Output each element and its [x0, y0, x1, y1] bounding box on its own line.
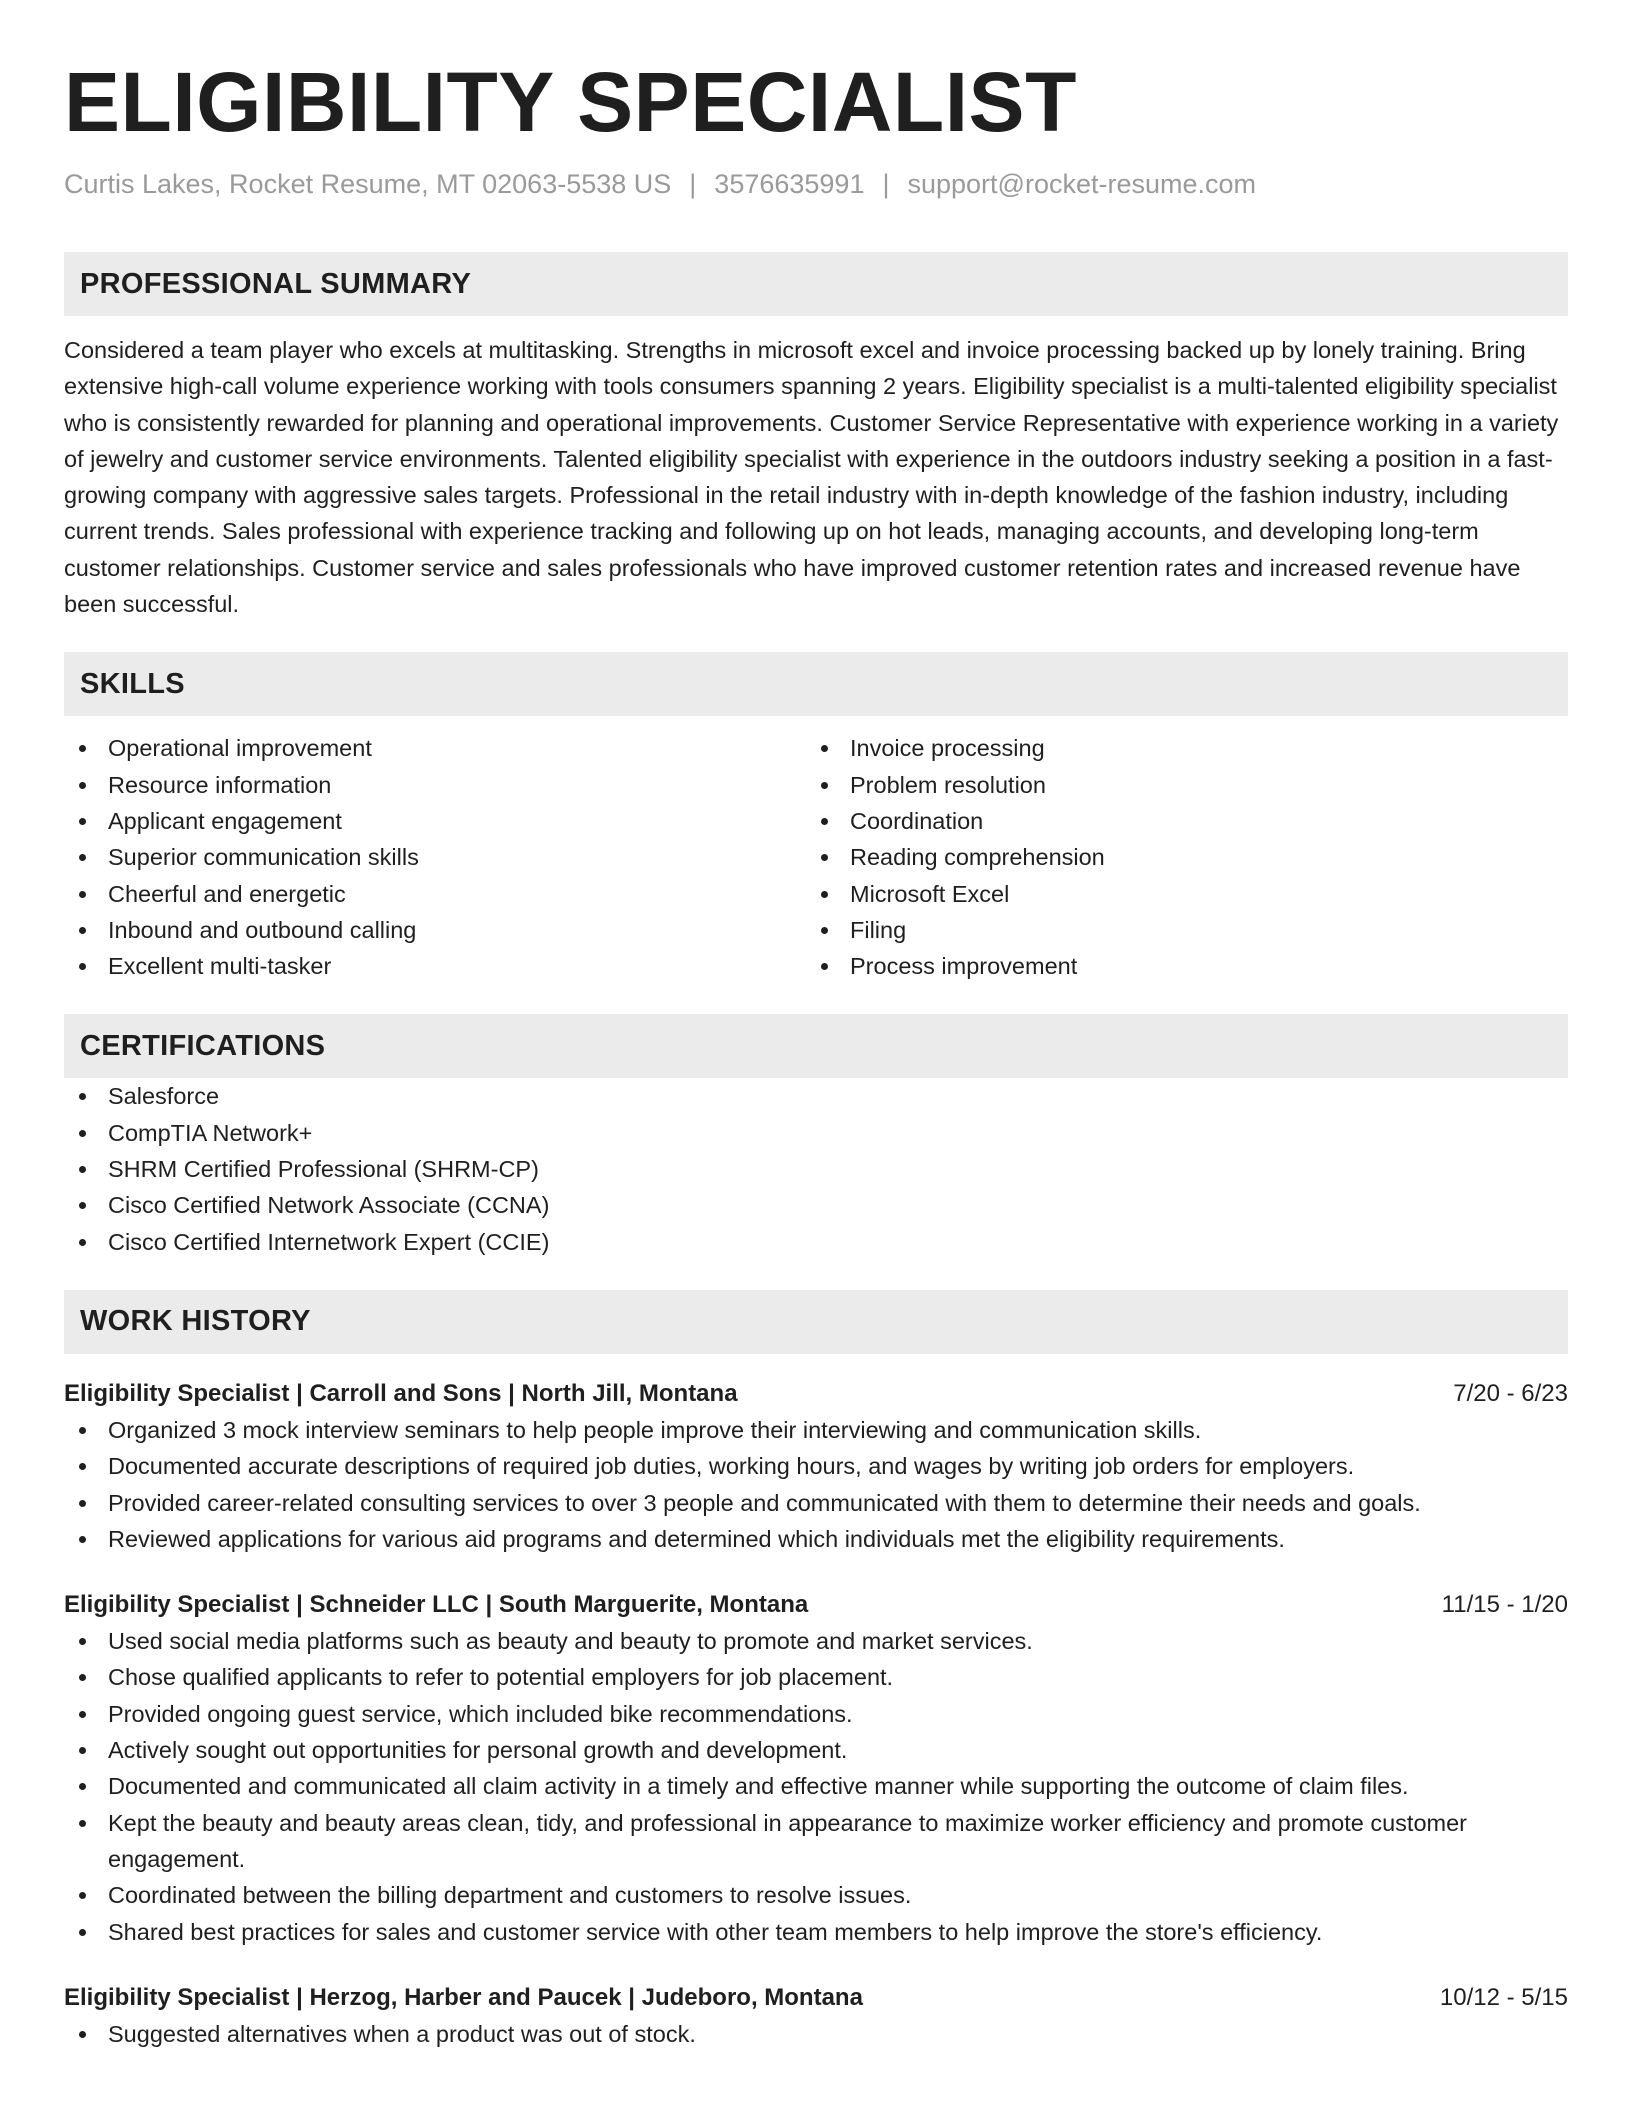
job-bullet-text: Suggested alternatives when a product was out of stock. — [108, 2020, 696, 2047]
job-bullet-text: Organized 3 mock interview seminars to help people improve their interviewing and communication skills. — [108, 1416, 1202, 1443]
skill-item — [806, 912, 1548, 948]
bullet-dot-icon — [79, 1130, 86, 1137]
job-title: Eligibility Specialist | Schneider LLC | South Marguerite, Montana — [64, 1591, 809, 1619]
certification-item — [64, 1115, 1568, 1151]
skill-text: Problem resolution — [850, 771, 1046, 798]
job-header — [64, 1980, 1568, 2016]
skill-text: Process improvement — [850, 953, 1078, 980]
certification-item — [64, 1224, 1568, 1260]
skill-item — [806, 876, 1548, 912]
job-entry — [64, 1980, 1568, 2052]
contact-address: Curtis Lakes, Rocket Resume, MT 02063-5538 US — [64, 169, 672, 199]
certification-item — [64, 1078, 1568, 1114]
contact-line — [64, 166, 1568, 202]
bullet-dot-icon — [79, 1500, 86, 1507]
candidate-title: ELIGIBILITY SPECIALIST — [64, 55, 1077, 149]
work-history-section-header — [64, 1290, 1568, 1354]
skill-item — [64, 912, 806, 948]
summary-section-title: PROFESSIONAL SUMMARY — [80, 267, 472, 300]
job-bullet-text: Used social media platforms such as beauty and beauty to promote and market services. — [108, 1628, 1033, 1655]
certification-text: Salesforce — [108, 1083, 220, 1110]
summary-text: Considered a team player who excels at multitasking. Strengths in microsoft excel and invoice processing backed up by lonely training. Bring extensive high-call volume experience working with tools consumers spanning 2 years. Eligibility specialist is a multi-talented eligibility specialist who is consistently rewarded for planning and operational improvements. Customer Service Representative with experience working in a variety of jewelry and customer service environments. Talented eligibility specialist with experience in the outdoors industry seeking a position in a fast-growing company with aggressive sales targets. Professional in the retail industry with in-depth knowledge of the fashion industry, including current trends. Sales professional with experience tracking and following up on hot leads, managing accounts, and developing long-term customer relationships. Customer service and sales professionals who have improved customer retention rates and increased revenue have been successful. — [64, 337, 1559, 618]
skill-item — [806, 948, 1548, 984]
skills-list-right — [806, 730, 1548, 984]
summary-section-header — [64, 252, 1568, 316]
job-bullet — [64, 1914, 1568, 1950]
skill-item — [64, 876, 806, 912]
skill-text: Invoice processing — [850, 735, 1045, 762]
bullet-dot-icon — [79, 818, 86, 825]
bullet-dot-icon — [79, 1536, 86, 1543]
skill-item — [806, 803, 1548, 839]
skill-item — [64, 730, 806, 766]
skill-item — [806, 839, 1548, 875]
skill-text: Microsoft Excel — [850, 880, 1010, 907]
job-bullet — [64, 1485, 1568, 1521]
job-bullet-text: Provided ongoing guest service, which included bike recommendations. — [108, 1700, 853, 1727]
bullet-dot-icon — [79, 1202, 86, 1209]
job-bullet — [64, 1448, 1568, 1484]
bullet-dot-icon — [821, 891, 828, 898]
job-bullet-list — [64, 1412, 1568, 1557]
skill-text: Applicant engagement — [108, 807, 342, 834]
job-entry — [64, 1376, 1568, 1557]
skill-text: Superior communication skills — [108, 844, 419, 871]
job-dates: 10/12 - 5/15 — [1439, 1983, 1568, 2011]
bullet-dot-icon — [79, 1892, 86, 1899]
job-bullet — [64, 1768, 1568, 1804]
skill-text: Excellent multi-tasker — [108, 953, 332, 980]
skill-text: Filing — [850, 916, 907, 943]
bullet-dot-icon — [79, 1638, 86, 1645]
bullet-dot-icon — [79, 1093, 86, 1100]
job-bullet-text: Kept the beauty and beauty areas clean, tidy, and professional in appearance to maximize worker efficiency and promote customer engagement. — [108, 1809, 1467, 1872]
skills-grid — [64, 730, 1568, 984]
skill-text: Coordination — [850, 807, 984, 834]
job-dates: 7/20 - 6/23 — [1453, 1379, 1568, 1407]
job-title: Eligibility Specialist | Herzog, Harber and Paucek | Judeboro, Montana — [64, 1983, 863, 2011]
skills-section-title: SKILLS — [80, 667, 185, 700]
bullet-dot-icon — [821, 745, 828, 752]
skill-item — [806, 730, 1548, 766]
certification-text: Cisco Certified Network Associate (CCNA) — [108, 1192, 550, 1219]
skills-list-left — [64, 730, 806, 984]
bullet-dot-icon — [821, 854, 828, 861]
skill-item — [64, 948, 806, 984]
job-bullet-text: Chose qualified applicants to refer to potential employers for job placement. — [108, 1664, 894, 1691]
skills-column-left — [64, 730, 806, 984]
bullet-dot-icon — [79, 1711, 86, 1718]
certifications-section-header — [64, 1014, 1568, 1078]
job-bullet — [64, 1732, 1568, 1768]
job-bullet — [64, 1696, 1568, 1732]
job-bullet — [64, 1521, 1568, 1557]
contact-phone: 3576635991 — [714, 169, 865, 199]
bullet-dot-icon — [79, 1166, 86, 1173]
bullet-dot-icon — [79, 1427, 86, 1434]
bullet-dot-icon — [79, 1674, 86, 1681]
bullet-dot-icon — [79, 963, 86, 970]
skills-column-right — [806, 730, 1548, 984]
bullet-dot-icon — [79, 1820, 86, 1827]
job-bullet-text: Coordinated between the billing department and customers to resolve issues. — [108, 1882, 912, 1909]
job-bullet — [64, 1877, 1568, 1913]
skill-text: Resource information — [108, 771, 332, 798]
certification-text: CompTIA Network+ — [108, 1119, 313, 1146]
skill-text: Operational improvement — [108, 735, 372, 762]
bullet-dot-icon — [79, 1747, 86, 1754]
bullet-dot-icon — [79, 891, 86, 898]
job-bullet — [64, 2016, 1568, 2052]
job-bullet-text: Documented and communicated all claim activity in a timely and effective manner while supporting the outcome of claim files. — [108, 1773, 1409, 1800]
job-bullet — [64, 1805, 1568, 1878]
skill-item — [64, 839, 806, 875]
contact-email: support@rocket-resume.com — [907, 169, 1257, 199]
bullet-dot-icon — [821, 927, 828, 934]
job-header — [64, 1587, 1568, 1623]
bullet-dot-icon — [821, 818, 828, 825]
bullet-dot-icon — [79, 1239, 86, 1246]
bullet-dot-icon — [79, 1783, 86, 1790]
job-bullet-text: Provided career-related consulting services to over 3 people and communicated with them to determine their needs and goals. — [108, 1489, 1421, 1516]
job-bullet — [64, 1412, 1568, 1448]
job-bullet-text: Shared best practices for sales and customer service with other team members to help improve the store's efficiency. — [108, 1918, 1323, 1945]
job-bullet-text: Documented accurate descriptions of required job duties, working hours, and wages by writing job orders for employers. — [108, 1453, 1355, 1480]
bullet-dot-icon — [79, 2031, 86, 2038]
job-bullet-text: Actively sought out opportunities for personal growth and development. — [108, 1737, 848, 1764]
certification-text: SHRM Certified Professional (SHRM-CP) — [108, 1156, 539, 1183]
skill-item — [64, 767, 806, 803]
skill-item — [806, 767, 1548, 803]
skill-text: Cheerful and energetic — [108, 880, 346, 907]
job-dates: 11/15 - 1/20 — [1441, 1591, 1568, 1619]
bullet-dot-icon — [79, 1929, 86, 1936]
bullet-dot-icon — [821, 963, 828, 970]
skill-text: Reading comprehension — [850, 844, 1105, 871]
job-bullet — [64, 1623, 1568, 1659]
skill-text: Inbound and outbound calling — [108, 916, 417, 943]
bullet-dot-icon — [821, 782, 828, 789]
skills-section-header — [64, 652, 1568, 716]
bullet-dot-icon — [79, 1463, 86, 1470]
certification-text: Cisco Certified Internetwork Expert (CCIE) — [108, 1228, 550, 1255]
job-bullet — [64, 1659, 1568, 1695]
work-history-section-title: WORK HISTORY — [80, 1305, 311, 1338]
job-header — [64, 1376, 1568, 1412]
job-bullet-list — [64, 1623, 1568, 1950]
skill-item — [64, 803, 806, 839]
bullet-dot-icon — [79, 782, 86, 789]
contact-separator: | — [689, 169, 697, 199]
job-bullet-text: Reviewed applications for various aid programs and determined which individuals met the eligibility requirements. — [108, 1525, 1285, 1552]
job-bullet-list — [64, 2016, 1568, 2052]
contact-separator: | — [882, 169, 890, 199]
job-entry — [64, 1587, 1568, 1950]
bullet-dot-icon — [79, 927, 86, 934]
bullet-dot-icon — [79, 745, 86, 752]
certification-item — [64, 1187, 1568, 1223]
job-title: Eligibility Specialist | Carroll and Sons | North Jill, Montana — [64, 1379, 738, 1407]
certifications-list — [64, 1078, 1568, 1259]
bullet-dot-icon — [79, 854, 86, 861]
certification-item — [64, 1151, 1568, 1187]
certifications-section-title: CERTIFICATIONS — [80, 1029, 326, 1062]
